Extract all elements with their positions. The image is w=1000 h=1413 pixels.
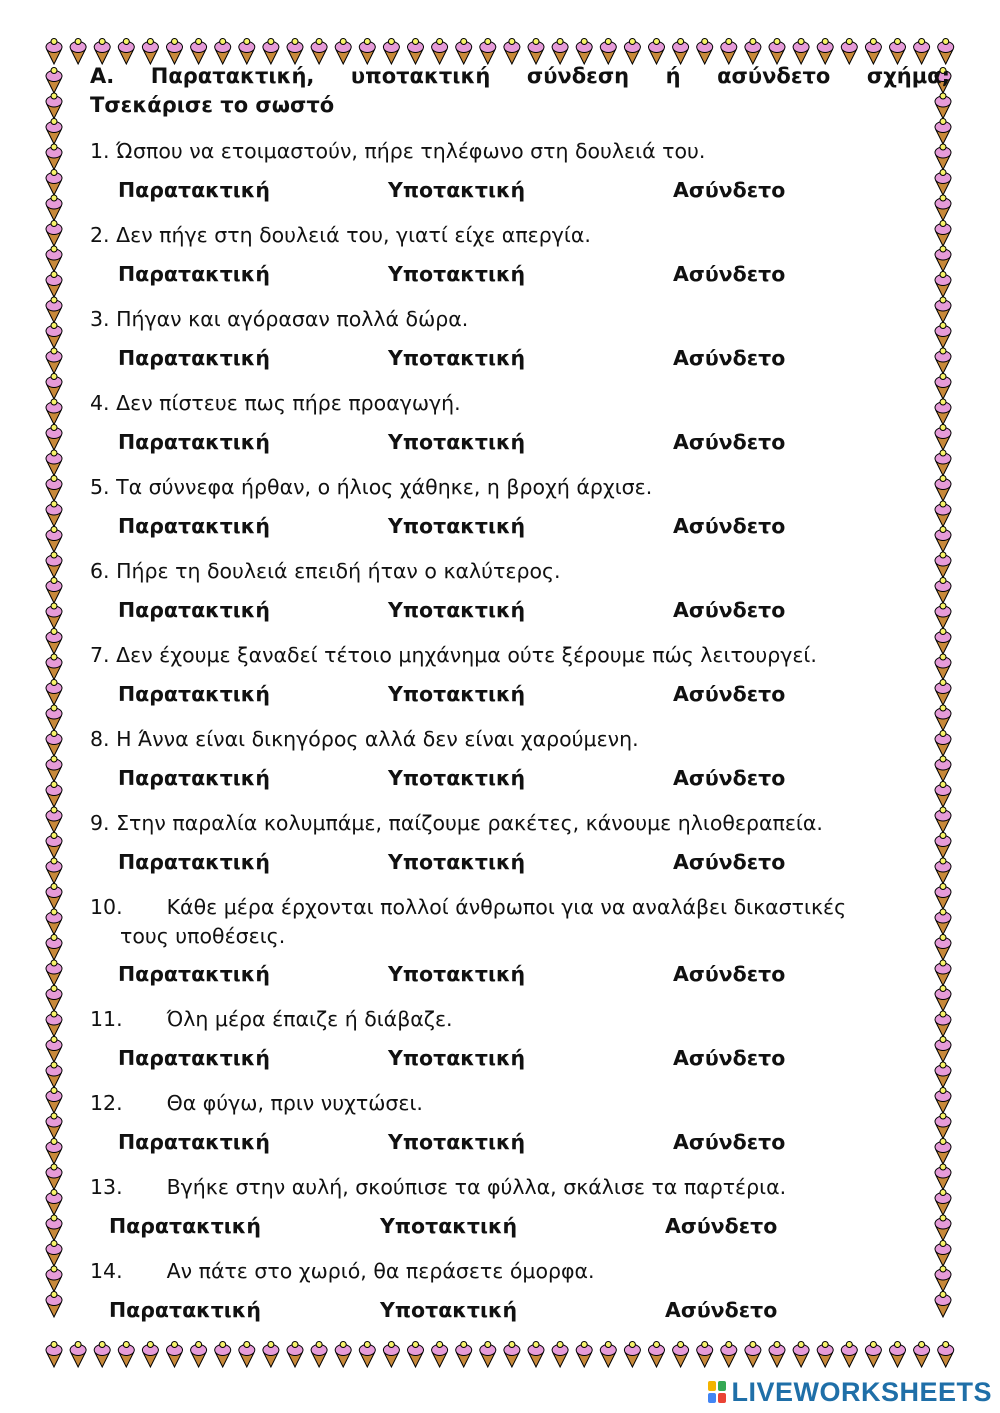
question-number: 14. xyxy=(90,1259,123,1283)
option-ypotaktiki[interactable]: Υποτακτική xyxy=(380,1298,518,1322)
question-line xyxy=(90,809,950,838)
question-line xyxy=(90,473,950,502)
option-asyndeto[interactable]: Ασύνδετο xyxy=(673,178,786,202)
question-text: Τα σύννεφα ήρθαν, ο ήλιος χάθηκε, η βροχή άρχισε. xyxy=(116,475,653,499)
option-asyndeto[interactable]: Ασύνδετο xyxy=(673,346,786,370)
option-parataktiki[interactable]: Παρατακτική xyxy=(118,430,270,454)
question-10 xyxy=(90,893,950,951)
question-text: Δεν έχουμε ξαναδεί τέτοιο μηχάνημα ούτε ξέρουμε πώς λειτουργεί. xyxy=(116,643,817,667)
question-number: 11. xyxy=(90,1007,123,1031)
question-number: 10. xyxy=(90,895,123,919)
option-parataktiki[interactable]: Παρατακτική xyxy=(118,1046,270,1070)
option-parataktiki[interactable]: Παρατακτική xyxy=(109,1214,261,1238)
question-number: 1. xyxy=(90,139,110,163)
question-text: Η Άννα είναι δικηγόρος αλλά δεν είναι χαρούμενη. xyxy=(116,727,639,751)
question-line xyxy=(90,137,950,166)
option-ypotaktiki[interactable]: Υποτακτική xyxy=(388,262,526,286)
question-number: 12. xyxy=(90,1091,123,1115)
option-parataktiki[interactable]: Παρατακτική xyxy=(118,682,270,706)
logo-text: LIVEWORKSHEETS xyxy=(731,1376,992,1407)
option-ypotaktiki[interactable]: Υποτακτική xyxy=(388,598,526,622)
question-line xyxy=(90,893,950,922)
question-text: Δεν πήγε στη δουλειά του, γιατί είχε απεργία. xyxy=(116,223,591,247)
option-parataktiki[interactable]: Παρατακτική xyxy=(118,598,270,622)
question-line xyxy=(90,725,950,754)
question-line xyxy=(90,389,950,418)
question-number: 3. xyxy=(90,307,110,331)
question-5 xyxy=(90,473,950,502)
question-text: Πήρε τη δουλειά επειδή ήταν ο καλύτερος. xyxy=(116,559,561,583)
question-line xyxy=(90,1005,950,1034)
option-asyndeto[interactable]: Ασύνδετο xyxy=(665,1214,778,1238)
option-ypotaktiki[interactable]: Υποτακτική xyxy=(388,1130,526,1154)
option-asyndeto[interactable]: Ασύνδετο xyxy=(673,850,786,874)
question-6 xyxy=(90,557,950,586)
option-parataktiki[interactable]: Παρατακτική xyxy=(118,766,270,790)
option-asyndeto[interactable]: Ασύνδετο xyxy=(673,1046,786,1070)
question-text: Αν πάτε στο χωριό, θα περάσετε όμορφα. xyxy=(166,1259,595,1283)
option-ypotaktiki[interactable]: Υποτακτική xyxy=(388,430,526,454)
question-4 xyxy=(90,389,950,418)
option-ypotaktiki[interactable]: Υποτακτική xyxy=(380,1214,518,1238)
question-number: 8. xyxy=(90,727,110,751)
question-number: 6. xyxy=(90,559,110,583)
liveworksheets-logo-icon xyxy=(707,1380,727,1404)
question-text-continued: τους υποθέσεις. xyxy=(120,924,286,948)
option-ypotaktiki[interactable]: Υποτακτική xyxy=(388,178,526,202)
heading-word: ή xyxy=(665,64,681,88)
option-ypotaktiki[interactable]: Υποτακτική xyxy=(388,766,526,790)
question-3 xyxy=(90,305,950,334)
option-ypotaktiki[interactable]: Υποτακτική xyxy=(388,346,526,370)
heading-word: σύνδεση xyxy=(526,64,630,88)
heading-word: υποτακτική xyxy=(350,64,491,88)
option-parataktiki[interactable]: Παρατακτική xyxy=(118,850,270,874)
option-asyndeto[interactable]: Ασύνδετο xyxy=(673,598,786,622)
heading-word: ασύνδετο xyxy=(717,64,831,88)
question-text: Ώσπου να ετοιμαστούν, πήρε τηλέφωνο στη δουλειά του. xyxy=(116,139,706,163)
heading-line-1 xyxy=(90,62,950,91)
heading-word: Α. xyxy=(90,64,115,88)
question-line xyxy=(90,1173,950,1202)
option-asyndeto[interactable]: Ασύνδετο xyxy=(673,1130,786,1154)
option-asyndeto[interactable]: Ασύνδετο xyxy=(673,962,786,986)
option-ypotaktiki[interactable]: Υποτακτική xyxy=(388,850,526,874)
option-parataktiki[interactable]: Παρατακτική xyxy=(118,1130,270,1154)
option-asyndeto[interactable]: Ασύνδετο xyxy=(673,514,786,538)
question-number: 7. xyxy=(90,643,110,667)
question-line xyxy=(90,1089,950,1118)
option-asyndeto[interactable]: Ασύνδετο xyxy=(673,766,786,790)
option-parataktiki[interactable]: Παρατακτική xyxy=(118,514,270,538)
question-1 xyxy=(90,137,950,166)
question-line xyxy=(90,221,950,250)
option-ypotaktiki[interactable]: Υποτακτική xyxy=(388,514,526,538)
option-asyndeto[interactable]: Ασύνδετο xyxy=(673,682,786,706)
option-parataktiki[interactable]: Παρατακτική xyxy=(118,178,270,202)
question-number: 4. xyxy=(90,391,110,415)
option-parataktiki[interactable]: Παρατακτική xyxy=(118,262,270,286)
question-text: Πήγαν και αγόρασαν πολλά δώρα. xyxy=(116,307,469,331)
exercise-heading xyxy=(90,62,950,120)
question-text: Όλη μέρα έπαιζε ή διάβαζε. xyxy=(166,1007,453,1031)
question-12 xyxy=(90,1089,950,1118)
option-asyndeto[interactable]: Ασύνδετο xyxy=(673,430,786,454)
liveworksheets-logo xyxy=(707,1377,992,1407)
option-ypotaktiki[interactable]: Υποτακτική xyxy=(388,682,526,706)
heading-word: Παρατακτική, xyxy=(150,64,315,88)
question-text: Στην παραλία κολυμπάμε, παίζουμε ρακέτες, κάνουμε ηλιοθεραπεία. xyxy=(116,811,823,835)
question-number: 9. xyxy=(90,811,110,835)
question-8 xyxy=(90,725,950,754)
question-text: Θα φύγω, πριν νυχτώσει. xyxy=(166,1091,423,1115)
question-text: Βγήκε στην αυλή, σκούπισε τα φύλλα, σκάλισε τα παρτέρια. xyxy=(166,1175,787,1199)
question-14 xyxy=(90,1257,950,1286)
option-ypotaktiki[interactable]: Υποτακτική xyxy=(388,1046,526,1070)
question-7 xyxy=(90,641,950,670)
question-number: 13. xyxy=(90,1175,123,1199)
question-11 xyxy=(90,1005,950,1034)
heading-word: σχήμα; xyxy=(866,64,950,88)
heading-line-2: Τσεκάρισε το σωστό xyxy=(90,93,335,117)
question-line xyxy=(90,641,950,670)
question-13 xyxy=(90,1173,950,1202)
option-parataktiki[interactable]: Παρατακτική xyxy=(118,962,270,986)
question-number: 2. xyxy=(90,223,110,247)
question-text: Κάθε μέρα έρχονται πολλοί άνθρωποι για να αναλάβει δικαστικές xyxy=(166,895,847,919)
option-asyndeto[interactable]: Ασύνδετο xyxy=(665,1298,778,1322)
question-text: Δεν πίστευε πως πήρε προαγωγή. xyxy=(116,391,461,415)
question-2 xyxy=(90,221,950,250)
question-9 xyxy=(90,809,950,838)
question-line xyxy=(90,305,950,334)
question-line xyxy=(90,1257,950,1286)
option-parataktiki[interactable]: Παρατακτική xyxy=(118,346,270,370)
option-ypotaktiki[interactable]: Υποτακτική xyxy=(388,962,526,986)
question-line xyxy=(90,557,950,586)
option-asyndeto[interactable]: Ασύνδετο xyxy=(673,262,786,286)
question-number: 5. xyxy=(90,475,110,499)
option-parataktiki[interactable]: Παρατακτική xyxy=(109,1298,261,1322)
